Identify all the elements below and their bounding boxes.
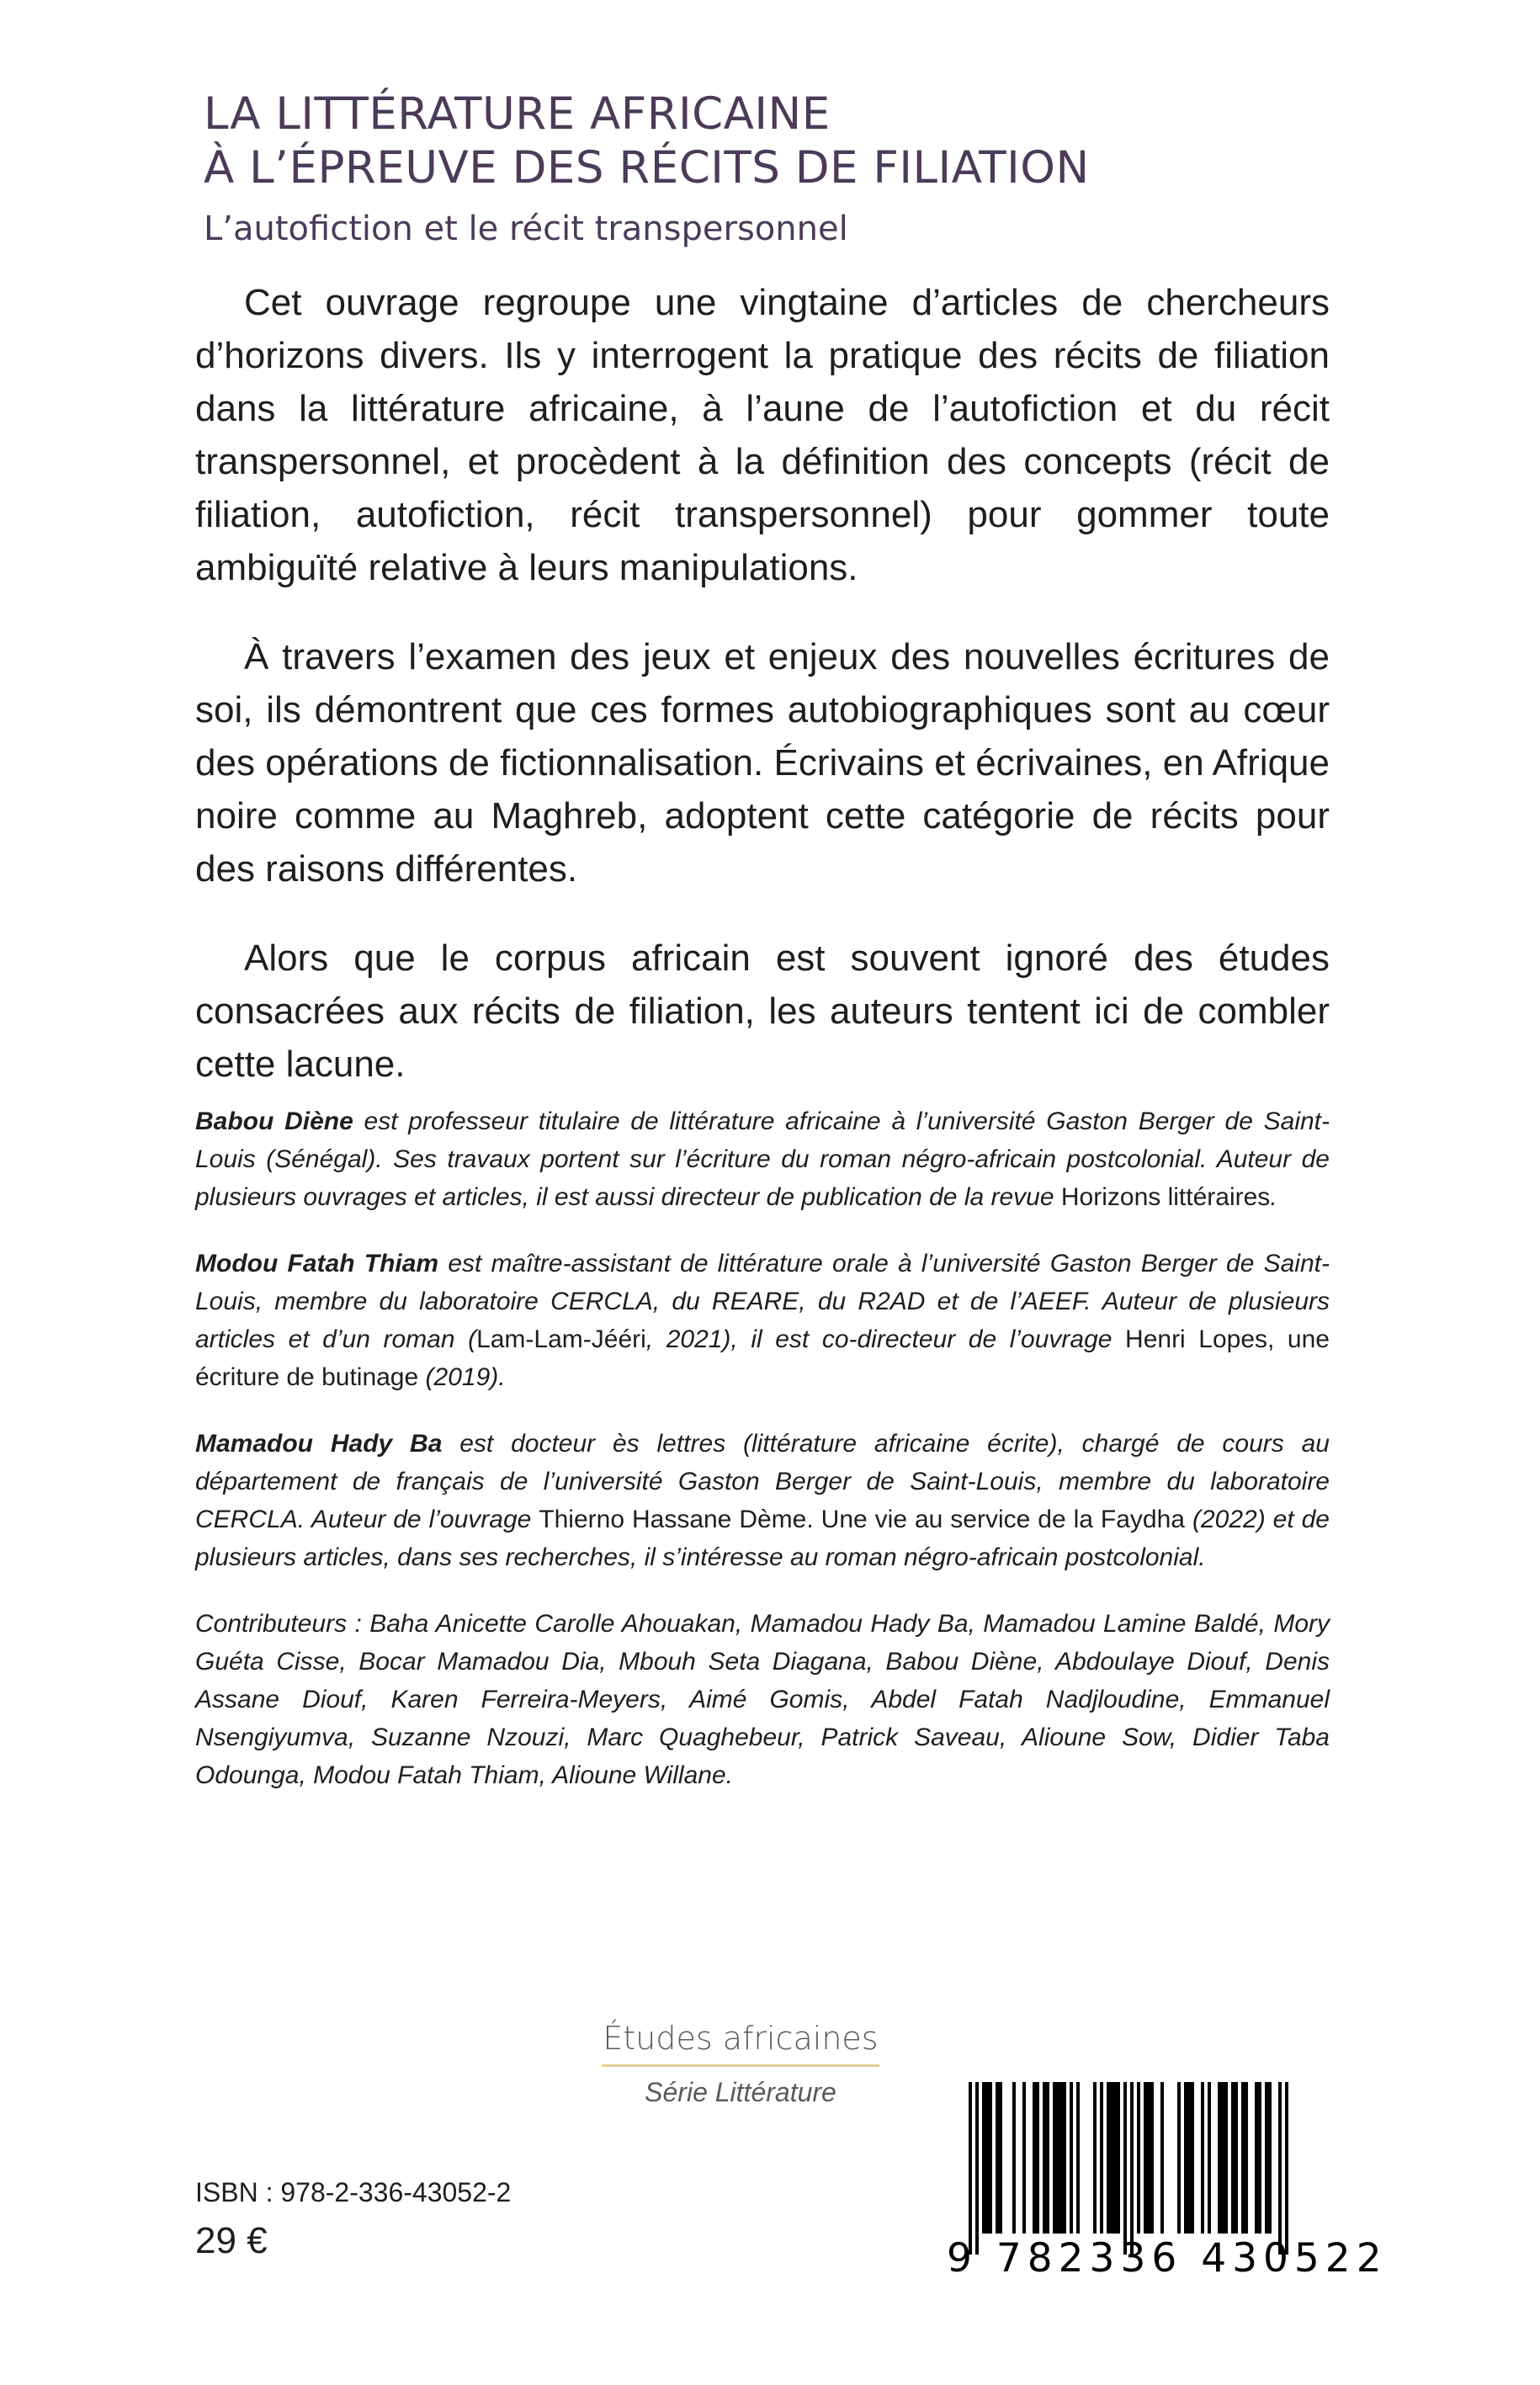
bio-author-name: Mamadou Hady Ba — [195, 1430, 443, 1458]
barcode-bar — [1268, 2082, 1272, 2234]
barcode-bar — [1110, 2082, 1113, 2234]
cover-title-block — [204, 88, 1382, 251]
price-label: 29 € — [195, 2220, 268, 2261]
barcode-bar — [1053, 2082, 1056, 2234]
series-logo — [555, 2017, 926, 2109]
barcode-bar — [1022, 2082, 1026, 2234]
bio-modou-fatah-thiam — [195, 1245, 1330, 1396]
barcode-bar — [1033, 2082, 1036, 2234]
bio-work-title: Lam-Lam-Jééri — [476, 1325, 646, 1353]
barcode-bar — [1235, 2082, 1238, 2234]
barcode-bar — [1177, 2082, 1181, 2234]
bio-text: est maître-assistant de littérature orale à l’université Gaston Berger de Saint-Louis, membre du laboratoire CERCLA, du REARE, du R2AD et de l’AEEF. Auteur de plusieurs articles et d’un roman ( — [195, 1250, 1330, 1353]
barcode-bar — [1184, 2082, 1187, 2234]
series-name: Études africaines — [603, 2020, 879, 2057]
bio-work-title: Thierno Hassane Dème. Une vie au service de la Faydha — [539, 1506, 1185, 1533]
bio-mamadou-hady-ba — [195, 1425, 1330, 1576]
barcode-bar — [975, 2082, 979, 2255]
barcode-bar — [1144, 2082, 1147, 2234]
bio-text: (2019). — [418, 1363, 506, 1391]
barcode-bar — [1137, 2082, 1140, 2234]
barcode-bar — [1059, 2082, 1063, 2234]
isbn-label: ISBN : 978-2-336-43052-2 — [195, 2177, 512, 2207]
barcode-bar — [1063, 2082, 1066, 2234]
barcode-bar — [985, 2082, 989, 2234]
bio-text: est professeur titulaire de littérature africaine à l’université Gaston Berger de Saint-Louis (Sénégal). Ses travaux portent sur l’écriture du roman négro-africain postcolonial. Auteur de plusieurs ouvrages et articles, il est aussi directeur de publication de la revue — [195, 1108, 1330, 1211]
bio-author-name: Modou Fatah Thiam — [195, 1250, 439, 1277]
barcode-bar — [1076, 2082, 1080, 2234]
barcode-bar — [1245, 2082, 1248, 2234]
barcode-bar — [1036, 2082, 1039, 2234]
barcode-bar — [1231, 2082, 1235, 2234]
barcode-bar — [996, 2082, 999, 2234]
bio-text: est docteur ès lettres (littérature africaine écrite), chargé de cours au département de français de l’université Gaston Berger de Saint-Louis, membre du laboratoire CERCLA. Auteur de l’ouvrage — [195, 1430, 1330, 1533]
abstract-paragraph-1: Cet ouvrage regroupe une vingtaine d’articles de chercheurs d’horizons divers. Ils y interrogent la pratique des récits de filiation dans la littérature africaine, à l’aune de l’autofiction et du récit transpersonnel, et procèdent à la définition des concepts (récit de filiation, autofiction, récit transpersonnel) pour gommer toute ambiguïté relative à leurs manipulations. — [195, 282, 1330, 588]
barcode-bar — [1100, 2082, 1103, 2234]
barcode-bar — [1285, 2082, 1288, 2255]
bio-author-name: Babou Diène — [195, 1108, 353, 1135]
barcode-bar — [1201, 2082, 1204, 2234]
barcode-bar — [982, 2082, 985, 2234]
barcode-bar — [1123, 2082, 1127, 2255]
book-title-line-1: LA LITTÉRATURE AFRICAINE — [204, 88, 831, 140]
barcode-bar — [1150, 2082, 1154, 2234]
barcode-bar — [999, 2082, 1002, 2234]
barcode-bar — [1208, 2082, 1211, 2234]
barcode — [947, 2075, 1388, 2286]
barcode-bar — [1160, 2082, 1164, 2234]
bio-work-title: Horizons littéraires — [1060, 1183, 1271, 1211]
bio-text: , 2021), il est co-directeur de l’ouvrage — [645, 1325, 1126, 1353]
barcode-bar — [1107, 2082, 1110, 2234]
barcode-bar — [1191, 2082, 1194, 2234]
barcode-bar — [1241, 2082, 1245, 2234]
barcode-bar — [1278, 2082, 1282, 2255]
book-abstract — [195, 276, 1330, 1127]
barcode-bar — [1113, 2082, 1117, 2234]
barcode-bar — [1221, 2082, 1224, 2234]
barcode-bar — [1130, 2082, 1134, 2255]
bio-text: (2022) et de plusieurs articles, dans ses recherches, il s’intéresse au roman négro-africain postcolonial. — [195, 1506, 1330, 1571]
barcode-bar — [1056, 2082, 1059, 2234]
book-title-line-2: À L’ÉPREUVE DES RÉCITS DE FILIATION — [204, 142, 1090, 194]
barcode-bar — [1258, 2082, 1261, 2234]
barcode-bar — [1043, 2082, 1046, 2234]
barcode-bar — [1117, 2082, 1120, 2234]
barcode-bar — [969, 2082, 972, 2255]
barcode-bar — [1046, 2082, 1049, 2234]
barcode-bar — [1070, 2082, 1073, 2234]
abstract-paragraph-3: Alors que le corpus africain est souvent ignoré des études consacrées aux récits de filiation, les auteurs tentent ici de combler cette lacune. — [195, 938, 1330, 1085]
barcode-bar — [1224, 2082, 1228, 2234]
barcode-bar — [1265, 2082, 1268, 2234]
series-divider — [602, 2064, 879, 2067]
barcode-bar — [1218, 2082, 1221, 2234]
barcode-bar — [1012, 2082, 1016, 2234]
barcode-digits: 9 782336 430522 — [947, 2235, 1388, 2281]
series-subtitle: Série Littérature — [645, 2077, 836, 2107]
barcode-bar — [989, 2082, 992, 2234]
bio-work-title: Henri Lopes, une écriture de butinage — [195, 1325, 1330, 1391]
author-bios — [195, 1102, 1330, 1823]
barcode-bar — [1093, 2082, 1097, 2234]
abstract-paragraph-2: À travers l’examen des jeux et enjeux des nouvelles écritures de soi, ils démontrent que ces formes autobiographiques sont au cœur des opérations de fictionnalisation. Écrivains et écrivaines, en Afrique noire comme au Maghreb, adoptent cette catégorie de récits pour des raisons différentes. — [195, 636, 1330, 890]
contributors-list: Contributeurs : Baha Anicette Carolle Ahouakan, Mamadou Hady Ba, Mamadou Lamine Baldé, Mory Guéta Cisse, Bocar Mamadou Dia, Mbouh Seta Diagana, Babou Diène, Abdoulaye Diouf, Denis Assane Diouf, Karen Ferreira-Meyers, Aimé Gomis, Abdel Fatah Nadjloudine, Emmanuel Nsengiyumva, Suzanne Nzouzi, Marc Quaghebeur, Patrick Saveau, Alioune Sow, Didier Taba Odounga, Modou Fatah Thiam, Alioune Willane. — [195, 1610, 1330, 1789]
barcode-bar — [1147, 2082, 1150, 2234]
barcode-bar — [1187, 2082, 1191, 2234]
barcode-bar — [1255, 2082, 1258, 2234]
book-subtitle: L’autofiction et le récit transpersonnel — [204, 210, 848, 248]
bio-text: . — [1270, 1183, 1277, 1211]
bio-babou-diene — [195, 1102, 1330, 1216]
